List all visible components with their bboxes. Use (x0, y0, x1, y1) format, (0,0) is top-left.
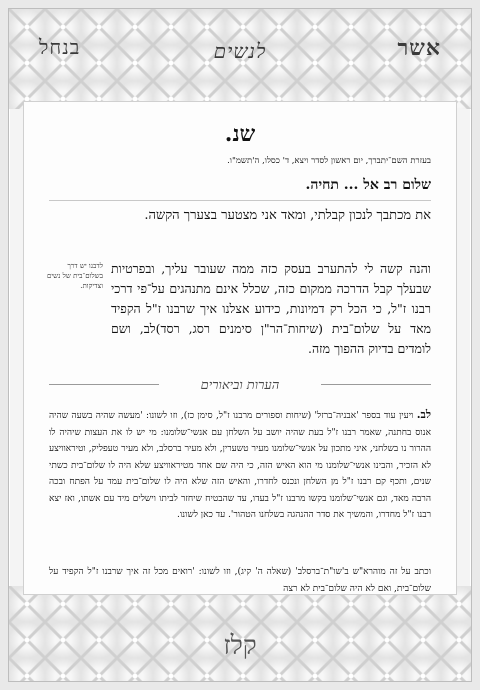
margin-note: לדבנו יש דרך בשלום־בית של נשים וצדיקות. (46, 262, 103, 290)
paragraph-2: והנה קשה לי להתערב בעסק כזה ממה שעובר עליך, ובפרטיות שבעלך קבל הדרכה ממקום כזה, שכלל אינם מתנהגים על־פי דרכי רבנו ז"ל, כי הכל רק דמיונות, כידוע אצלנו איך שרבנו ז"ל הקפיד מאד על שלום־בית (שיחות־הר"ן סימנים רסג, רסד)לב, ושם לומדים בדיוק ההפוך מזה. (111, 261, 431, 356)
footnote-marker: לב. (416, 408, 431, 421)
paragraph-1: את מכתבך לנכון קבלתי, ומאד אני מצטער בצערך הקשה. (144, 208, 431, 223)
notes-heading (49, 374, 431, 394)
header-title-right: אשר (397, 35, 441, 61)
notes-heading-text: הערות וביאורים (200, 378, 280, 393)
page (8, 8, 472, 682)
running-header (39, 35, 441, 75)
dateline: בעזרת השם־יתברך, יום ראשון לסדר ויצא, ד' כסלו, ה'תשמ"ו. (227, 156, 431, 166)
header-title-left: בנחל (39, 35, 81, 59)
header-title-center: לנשים (213, 39, 267, 63)
heading-rule-left (49, 384, 159, 385)
footnote-1-text: ויעין עוד בספר 'אבניה־ברזל' (שיחות וספורים מרבנו ז"ל, סימן כז), וזו לשונו: 'מעשה שהיה בשעה שהיה אנוס בחתנה, שאמר רבנו ז"ל בעת שהיה יושב על השלחן עם אנשי־שלומנו: מי יש לו את העצות שיהיה לו ההרור נו בשלחני, איני מתכון על אנשי־שלומנו מעיר טשערין, ולא מעיר ברסלב, ולא מעיר טעפליק, וטיראוויצע לא הזכיר, והבינו אנשי־שלומנו מי הוא האיש הזה, כי היה שם אחד מטיראוויצע שלא היה לו שלום־בית כשתי שנים, ותכף קם רבנו ז"ל מן השלחן ונכנס לחדרו, והאיש הזה שלא היה לו שלום־בית עמד על הפתח ובכה הרבה מאד, וגם אנשי־שלומנו בקשו מרבנו ז"ל בעדו, עד שהבטיח שיחזר לביתו וישלים מיד עם אשתו, ואז יצא רבנו ז"ל מחדרו, והמשיך את סדר ההנהגה בשלחנו הטהור'. עד כאן לשונו. (49, 411, 431, 520)
footnote-1 (49, 407, 431, 524)
page-number: קלז (223, 631, 257, 661)
greeting: שלום רב אל ... תחיה. (49, 177, 431, 201)
footnote-2-text: וכתב על זה מוהרא"ש ב'שו"ת־ברסלב' (שאלה ה' קיג), וזו לשונו: 'רואים מכל זה איך שרבנו ז"ל הקפיד על שלום־בית, ואם לא היה שלום־בית לא רצה (49, 567, 431, 594)
heading-rule-right (321, 384, 431, 385)
section-number: שנ. (224, 121, 256, 147)
